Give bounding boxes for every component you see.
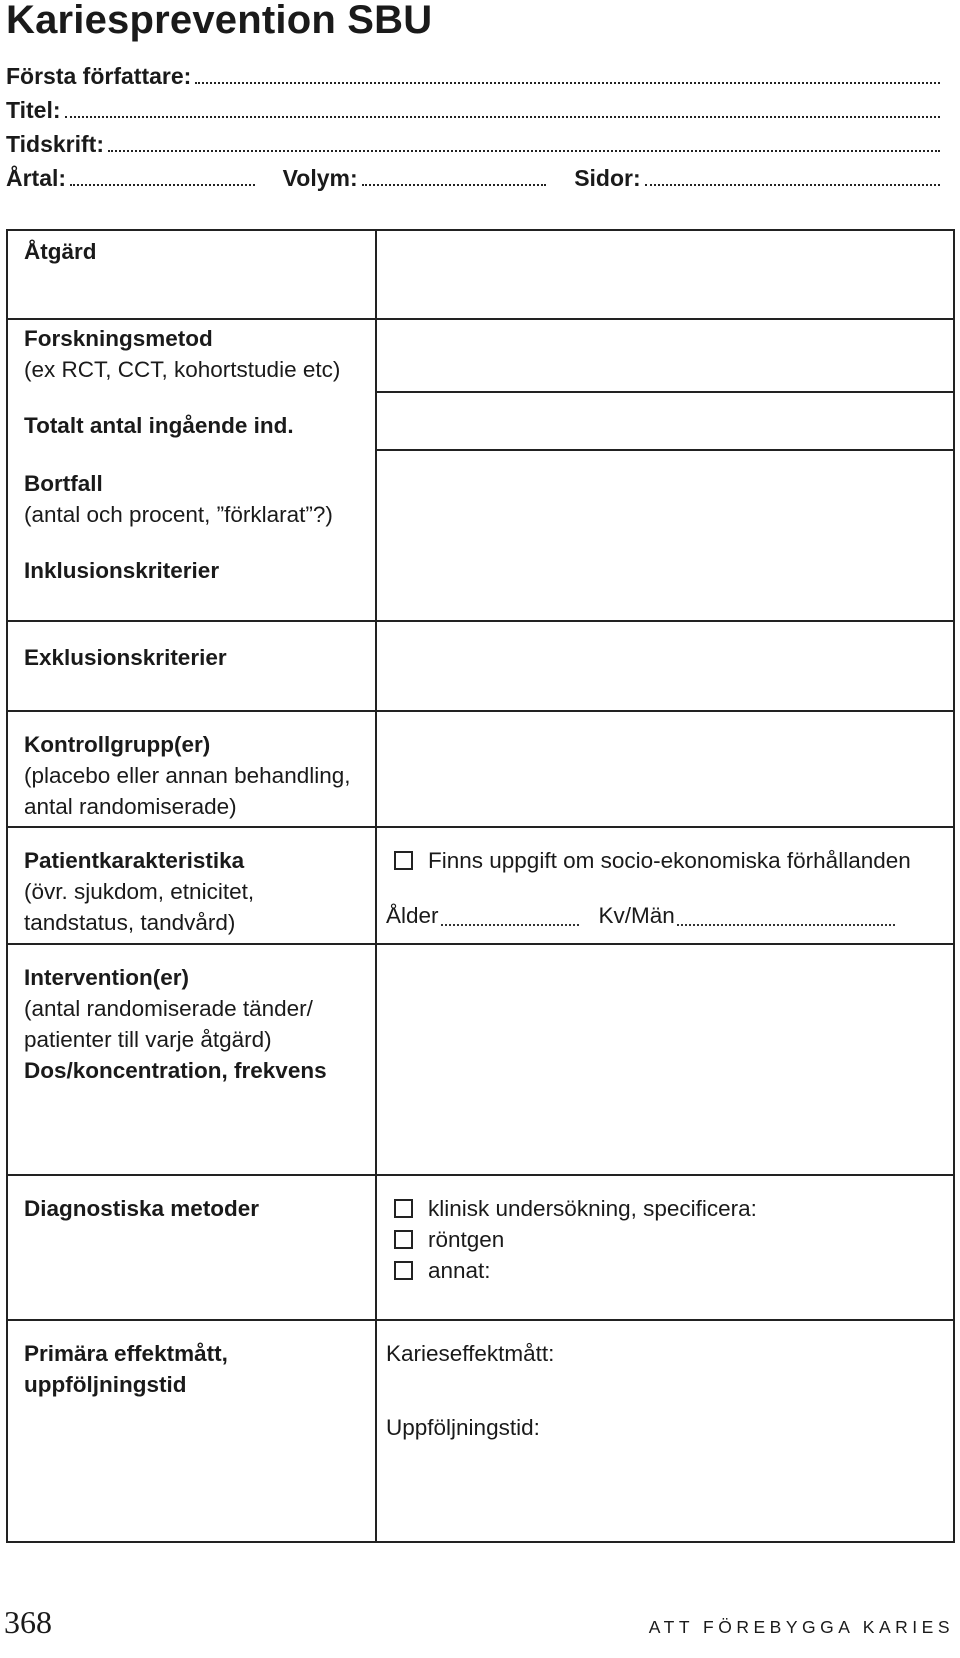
primary-label-2: uppföljningstid bbox=[24, 1372, 187, 1397]
other-checkbox[interactable] bbox=[394, 1261, 413, 1280]
gender-dotted-line[interactable] bbox=[677, 923, 895, 926]
row-method-label bbox=[24, 323, 340, 385]
column-divider bbox=[375, 231, 377, 1541]
age-gender-row bbox=[386, 900, 897, 931]
row-divider bbox=[8, 943, 953, 945]
control-sub-2: antal randomiserade) bbox=[24, 794, 237, 819]
clinical-label: klinisk undersökning, specificera: bbox=[428, 1196, 757, 1221]
journal-dotted-line[interactable] bbox=[108, 149, 940, 152]
xray-checkbox[interactable] bbox=[394, 1230, 413, 1249]
row-divider bbox=[8, 1319, 953, 1321]
intervention-sub-1: (antal randomiserade tänder/ bbox=[24, 996, 313, 1021]
patients-sub-2: tandstatus, tandvård) bbox=[24, 910, 236, 935]
row-control-label bbox=[24, 729, 351, 822]
row-inclusion-label bbox=[24, 555, 219, 586]
year-label: Årtal: bbox=[6, 165, 67, 191]
row-atgard-label bbox=[24, 236, 97, 267]
row-intervention-label bbox=[24, 962, 327, 1086]
socio-economic-label: Finns uppgift om socio-ekonomiska förhållanden bbox=[428, 848, 911, 873]
inclusion-label: Inklusionskriterier bbox=[24, 558, 220, 583]
row-divider bbox=[8, 826, 953, 828]
xray-label: röntgen bbox=[428, 1227, 505, 1252]
exclusion-label: Exklusionskriterier bbox=[24, 645, 227, 670]
age-dotted-line[interactable] bbox=[441, 923, 579, 926]
row-exclusion-label bbox=[24, 642, 227, 673]
year-volume-pages-field bbox=[6, 164, 946, 192]
title-label: Titel: bbox=[6, 97, 61, 123]
caries-effect-label: Karieseffektmått: bbox=[386, 1341, 555, 1366]
row-divider bbox=[8, 318, 953, 320]
year-dotted-line[interactable] bbox=[70, 183, 255, 186]
journal-field bbox=[6, 130, 946, 158]
diagnostic-option-other[interactable] bbox=[394, 1255, 757, 1286]
total-label: Totalt antal ingående ind. bbox=[24, 413, 294, 438]
other-label: annat: bbox=[428, 1258, 491, 1283]
page-number: 368 bbox=[4, 1604, 52, 1640]
journal-label: Tidskrift: bbox=[6, 131, 104, 157]
row-primary-label bbox=[24, 1338, 228, 1400]
row-dropout-label bbox=[24, 468, 333, 530]
study-form-table bbox=[6, 229, 955, 1543]
page-title: Kariesprevention SBU bbox=[6, 0, 433, 42]
intervention-sub-2: patienter till varje åtgärd) bbox=[24, 1027, 272, 1052]
age-label: Ålder bbox=[386, 903, 439, 928]
volume-dotted-line[interactable] bbox=[362, 183, 547, 186]
book-title: ATT FÖREBYGGA KARIES bbox=[648, 1617, 954, 1637]
followup-label: Uppföljningstid: bbox=[386, 1415, 540, 1440]
diagnostic-options bbox=[394, 1193, 757, 1286]
diagnostic-label: Diagnostiska metoder bbox=[24, 1196, 260, 1221]
patients-sub-1: (övr. sjukdom, etnicitet, bbox=[24, 879, 255, 904]
row-total-label bbox=[24, 410, 294, 441]
row-divider bbox=[8, 710, 953, 712]
row-patients-label bbox=[24, 845, 254, 938]
row-divider bbox=[375, 449, 953, 451]
row-divider bbox=[8, 1174, 953, 1176]
title-field bbox=[6, 96, 946, 124]
first-author-dotted-line[interactable] bbox=[195, 81, 940, 84]
pages-dotted-line[interactable] bbox=[645, 183, 940, 186]
diagnostic-option-clinical[interactable] bbox=[394, 1193, 757, 1224]
pages-label: Sidor: bbox=[574, 165, 641, 191]
intervention-label: Intervention(er) bbox=[24, 965, 190, 990]
gender-label: Kv/Män bbox=[598, 903, 675, 928]
dropout-sub: (antal och procent, ”förklarat”?) bbox=[24, 502, 333, 527]
method-label: Forskningsmetod bbox=[24, 326, 213, 351]
patients-label: Patientkarakteristika bbox=[24, 848, 245, 873]
first-author-label: Första författare: bbox=[6, 63, 192, 89]
clinical-checkbox[interactable] bbox=[394, 1199, 413, 1218]
control-sub-1: (placebo eller annan behandling, bbox=[24, 763, 351, 788]
atgard-label: Åtgärd bbox=[24, 239, 97, 264]
method-sub: (ex RCT, CCT, kohortstudie etc) bbox=[24, 357, 341, 382]
dose-frequency-label: Dos/koncentration, frekvens bbox=[24, 1058, 327, 1083]
diagnostic-option-xray[interactable] bbox=[394, 1224, 757, 1255]
socio-economic-checkbox[interactable] bbox=[394, 851, 413, 870]
row-divider bbox=[8, 620, 953, 622]
volume-label: Volym: bbox=[282, 165, 358, 191]
row-diagnostic-label bbox=[24, 1193, 259, 1224]
title-dotted-line[interactable] bbox=[65, 115, 940, 118]
row-divider bbox=[375, 391, 953, 393]
patients-content bbox=[394, 845, 911, 876]
control-label: Kontrollgrupp(er) bbox=[24, 732, 211, 757]
first-author-field bbox=[6, 62, 946, 90]
dropout-label: Bortfall bbox=[24, 471, 103, 496]
socio-economic-option[interactable] bbox=[394, 845, 911, 876]
primary-label-1: Primära effektmått, bbox=[24, 1341, 228, 1366]
